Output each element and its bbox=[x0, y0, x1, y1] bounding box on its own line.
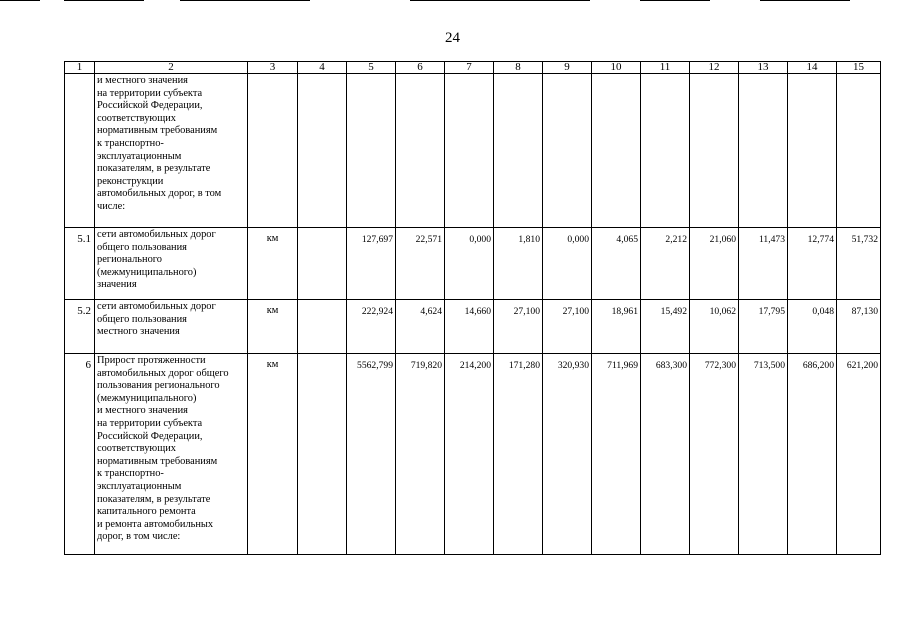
description-line: (межмуниципального) bbox=[97, 266, 197, 278]
table-row bbox=[65, 354, 881, 555]
value-cell bbox=[837, 74, 881, 228]
value-cell: 0,000 bbox=[445, 228, 494, 300]
col4-cell bbox=[298, 354, 347, 555]
column-header: 8 bbox=[494, 62, 543, 74]
description-line: на территории субъекта bbox=[97, 417, 203, 429]
value-cell: 11,473 bbox=[739, 228, 788, 300]
row-description bbox=[95, 354, 248, 555]
value-cell: 27,100 bbox=[494, 300, 543, 354]
value-cell: 0,000 bbox=[543, 228, 592, 300]
unit-cell: км bbox=[248, 300, 298, 354]
column-header: 5 bbox=[347, 62, 396, 74]
value-cell: 621,200 bbox=[837, 354, 881, 555]
description-line: значения bbox=[97, 279, 137, 291]
unit-cell: км bbox=[248, 354, 298, 555]
scan-edge-line bbox=[64, 0, 144, 1]
description-line: к транспортно- bbox=[97, 468, 164, 480]
value-cell: 320,930 bbox=[543, 354, 592, 555]
description-line: к транспортно- bbox=[97, 137, 164, 149]
table-row bbox=[65, 228, 881, 300]
value-cell: 171,280 bbox=[494, 354, 543, 555]
description-line: (межмуниципального) bbox=[97, 392, 197, 404]
header-row bbox=[65, 62, 881, 74]
value-cell bbox=[739, 74, 788, 228]
description-line: показателям, в результате bbox=[97, 163, 211, 175]
column-header: 11 bbox=[641, 62, 690, 74]
description-line: капитального ремонта bbox=[97, 506, 196, 518]
row-number: 5.1 bbox=[65, 228, 95, 300]
value-cell: 10,062 bbox=[690, 300, 739, 354]
scan-edge-line bbox=[760, 0, 850, 1]
unit-cell bbox=[248, 74, 298, 228]
scan-edge-line bbox=[180, 0, 310, 1]
column-header: 10 bbox=[592, 62, 641, 74]
description-line: общего пользования bbox=[97, 313, 187, 325]
value-cell: 4,065 bbox=[592, 228, 641, 300]
value-cell: 27,100 bbox=[543, 300, 592, 354]
value-cell: 214,200 bbox=[445, 354, 494, 555]
data-table bbox=[64, 61, 881, 555]
column-header: 14 bbox=[788, 62, 837, 74]
value-cell: 5562,799 bbox=[347, 354, 396, 555]
description-line: сети автомобильных дорог bbox=[97, 229, 216, 240]
col4-cell bbox=[298, 74, 347, 228]
value-cell: 22,571 bbox=[396, 228, 445, 300]
column-header: 3 bbox=[248, 62, 298, 74]
column-header: 15 bbox=[837, 62, 881, 74]
value-cell: 222,924 bbox=[347, 300, 396, 354]
value-cell: 87,130 bbox=[837, 300, 881, 354]
scan-edge-line bbox=[410, 0, 590, 1]
value-cell: 14,660 bbox=[445, 300, 494, 354]
description-line: нормативным требованиям bbox=[97, 455, 218, 467]
description-line: эксплуатационным bbox=[97, 480, 182, 492]
value-cell bbox=[494, 74, 543, 228]
row-description bbox=[95, 74, 248, 228]
unit-cell: км bbox=[248, 228, 298, 300]
row-number: 6 bbox=[65, 354, 95, 555]
description-line: Российской Федерации, bbox=[97, 430, 203, 442]
value-cell: 2,212 bbox=[641, 228, 690, 300]
description-line: нормативным требованиям bbox=[97, 125, 218, 137]
description-line: регионального bbox=[97, 254, 162, 266]
value-cell: 51,732 bbox=[837, 228, 881, 300]
row-description bbox=[95, 300, 248, 354]
description-line: эксплуатационным bbox=[97, 150, 182, 162]
description-line: автомобильных дорог, в том bbox=[97, 188, 222, 200]
description-line: соответствующих bbox=[97, 112, 176, 124]
col4-cell bbox=[298, 300, 347, 354]
description-line: Российской Федерации, bbox=[97, 100, 203, 112]
value-cell: 711,969 bbox=[592, 354, 641, 555]
value-cell: 17,795 bbox=[739, 300, 788, 354]
description-line: сети автомобильных дорог bbox=[97, 301, 216, 312]
column-header: 13 bbox=[739, 62, 788, 74]
column-header: 2 bbox=[95, 62, 248, 74]
value-cell: 127,697 bbox=[347, 228, 396, 300]
value-cell: 21,060 bbox=[690, 228, 739, 300]
value-cell bbox=[396, 74, 445, 228]
description-line: местного значения bbox=[97, 326, 180, 338]
row-number: 5.2 bbox=[65, 300, 95, 354]
description-line: и местного значения bbox=[97, 405, 188, 417]
column-header: 7 bbox=[445, 62, 494, 74]
description-line: числе: bbox=[97, 200, 126, 212]
description-line: дорог, в том числе: bbox=[97, 531, 181, 543]
col4-cell bbox=[298, 228, 347, 300]
description-line: Прирост протяженности bbox=[97, 355, 206, 366]
description-line: и местного значения bbox=[97, 75, 188, 86]
value-cell: 683,300 bbox=[641, 354, 690, 555]
value-cell: 18,961 bbox=[592, 300, 641, 354]
description-line: пользования регионального bbox=[97, 380, 220, 392]
column-header: 1 bbox=[65, 62, 95, 74]
value-cell bbox=[690, 74, 739, 228]
table-row bbox=[65, 74, 881, 228]
row-description bbox=[95, 228, 248, 300]
description-line: общего пользования bbox=[97, 241, 187, 253]
scan-edge-line bbox=[640, 0, 710, 1]
value-cell bbox=[641, 74, 690, 228]
value-cell bbox=[445, 74, 494, 228]
value-cell: 686,200 bbox=[788, 354, 837, 555]
column-header: 4 bbox=[298, 62, 347, 74]
column-header: 6 bbox=[396, 62, 445, 74]
value-cell bbox=[592, 74, 641, 228]
column-header: 9 bbox=[543, 62, 592, 74]
value-cell: 4,624 bbox=[396, 300, 445, 354]
description-line: соответствующих bbox=[97, 443, 176, 455]
value-cell: 713,500 bbox=[739, 354, 788, 555]
value-cell: 772,300 bbox=[690, 354, 739, 555]
value-cell: 719,820 bbox=[396, 354, 445, 555]
description-line: на территории субъекта bbox=[97, 87, 203, 99]
scan-edge-line bbox=[0, 0, 40, 1]
value-cell: 0,048 bbox=[788, 300, 837, 354]
page-number: 24 bbox=[445, 30, 460, 46]
table-row bbox=[65, 300, 881, 354]
description-line: и ремонта автомобильных bbox=[97, 518, 214, 530]
description-line: автомобильных дорог общего bbox=[97, 367, 229, 379]
column-header: 12 bbox=[690, 62, 739, 74]
value-cell bbox=[543, 74, 592, 228]
value-cell bbox=[788, 74, 837, 228]
value-cell: 15,492 bbox=[641, 300, 690, 354]
row-number bbox=[65, 74, 95, 228]
description-line: реконструкции bbox=[97, 175, 164, 187]
value-cell bbox=[347, 74, 396, 228]
value-cell: 12,774 bbox=[788, 228, 837, 300]
value-cell: 1,810 bbox=[494, 228, 543, 300]
description-line: показателям, в результате bbox=[97, 493, 211, 505]
